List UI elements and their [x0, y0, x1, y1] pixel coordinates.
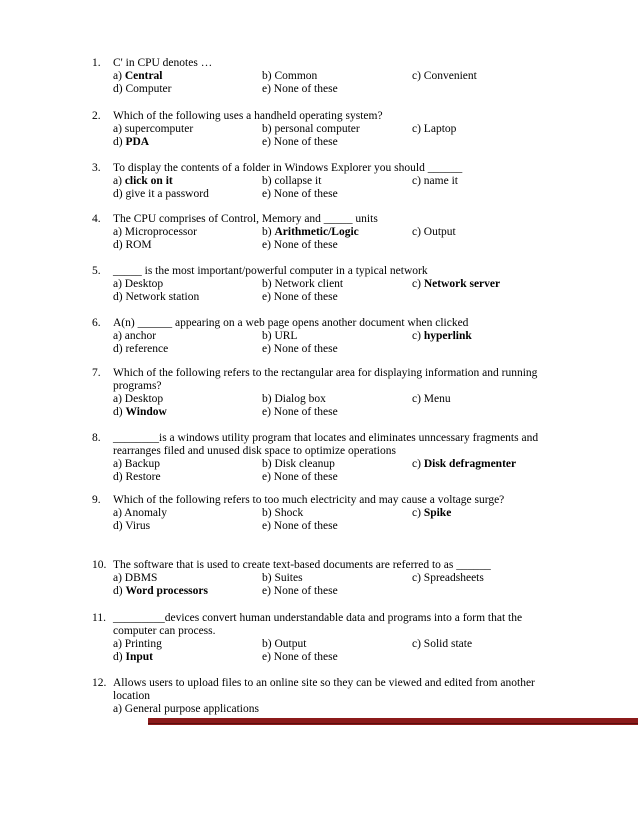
- answer-option: d) Input: [113, 651, 153, 663]
- question-number: 8.: [92, 432, 101, 444]
- options-row: [113, 471, 552, 484]
- answer-option: e) None of these: [262, 136, 338, 148]
- question-3: [92, 162, 552, 201]
- answer-option: a) click on it: [113, 175, 173, 187]
- question-number: 12.: [92, 677, 107, 689]
- question-10: [92, 559, 552, 598]
- answer-option: b) Output: [262, 638, 307, 650]
- options-row: [113, 330, 552, 343]
- question-2: [92, 110, 552, 149]
- options-row: [113, 507, 552, 520]
- question-text: Allows users to upload files to an online site so they can be viewed and edited from another location: [113, 677, 535, 702]
- correct-answer: Input: [125, 651, 153, 663]
- answer-option: c) Laptop: [412, 123, 457, 135]
- answer-option: e) None of these: [262, 239, 338, 251]
- answer-option: a) Microprocessor: [113, 226, 197, 238]
- question-text: To display the contents of a folder in Windows Explorer you should ______: [113, 162, 463, 174]
- question-text: _____ is the most important/powerful computer in a typical network: [113, 265, 428, 277]
- answer-option: e) None of these: [262, 471, 338, 483]
- question-number: 6.: [92, 317, 101, 329]
- question-number: 5.: [92, 265, 101, 277]
- question-number: 2.: [92, 110, 101, 122]
- answer-option: a) supercomputer: [113, 123, 194, 135]
- question-8: [92, 432, 552, 484]
- options-row: [113, 572, 552, 585]
- question-7: [92, 367, 552, 419]
- answer-option: b) Network client: [262, 278, 344, 290]
- answer-option: e) None of these: [262, 406, 338, 418]
- correct-answer: Central: [124, 70, 163, 82]
- answer-option: c) Solid state: [412, 638, 473, 650]
- answer-option: b) Suites: [262, 572, 303, 584]
- answer-option: d) Network station: [113, 291, 200, 303]
- options-row: [113, 393, 552, 406]
- correct-answer: PDA: [125, 136, 150, 148]
- options-row: [113, 343, 552, 356]
- answer-option: d) Window: [113, 406, 167, 418]
- question-number: 3.: [92, 162, 101, 174]
- answer-option: a) Desktop: [113, 393, 164, 405]
- answer-option: d) Restore: [113, 471, 161, 483]
- options-row: [113, 638, 552, 651]
- answer-option: e) None of these: [262, 520, 338, 532]
- answer-option: d) PDA: [113, 136, 150, 148]
- answer-option: c) hyperlink: [412, 330, 472, 342]
- question-text: The software that is used to create text-based documents are referred to as ______: [113, 559, 491, 571]
- options-row: [113, 291, 552, 304]
- answer-option: c) Menu: [412, 393, 451, 405]
- answer-option: b) Arithmetic/Logic: [262, 226, 359, 238]
- answer-option: c) name it: [412, 175, 458, 187]
- question-text: _________devices convert human understandable data and programs into a form that the computer can process.: [113, 612, 523, 637]
- question-12: [92, 677, 552, 716]
- answer-option: c) Output: [412, 226, 456, 238]
- answer-option: a) Desktop: [113, 278, 164, 290]
- question-number: 9.: [92, 494, 101, 506]
- question-5: [92, 265, 552, 304]
- options-row: [113, 226, 552, 239]
- options-row: [113, 520, 552, 533]
- correct-answer: Arithmetic/Logic: [274, 226, 359, 238]
- answer-option: c) Network server: [412, 278, 501, 290]
- question-1: [92, 57, 552, 96]
- answer-option: e) None of these: [262, 291, 338, 303]
- answer-option: a) Backup: [113, 458, 160, 470]
- question-number: 1.: [92, 57, 101, 69]
- answer-option: e) None of these: [262, 188, 338, 200]
- options-row: [113, 703, 552, 716]
- question-number: 7.: [92, 367, 101, 379]
- question-text: C' in CPU denotes …: [113, 57, 213, 69]
- answer-option: a) DBMS: [113, 572, 158, 584]
- options-row: [113, 136, 552, 149]
- answer-option: b) Common: [262, 70, 318, 82]
- answer-option: d) ROM: [113, 239, 152, 251]
- question-text: Which of the following refers to the rectangular area for displaying information and running programs?: [113, 367, 538, 392]
- options-row: [113, 278, 552, 291]
- answer-option: b) personal computer: [262, 123, 360, 135]
- answer-option: e) None of these: [262, 651, 338, 663]
- correct-answer: hyperlink: [423, 330, 472, 342]
- correct-answer: Word processors: [125, 585, 208, 597]
- answer-option: c) Convenient: [412, 70, 477, 82]
- correct-answer: Disk defragmenter: [423, 458, 517, 470]
- correct-answer: Spike: [423, 507, 452, 519]
- answer-option: e) None of these: [262, 83, 338, 95]
- answer-option: e) None of these: [262, 585, 338, 597]
- answer-option: d) Virus: [113, 520, 151, 532]
- answer-option: d) give it a password: [113, 188, 209, 200]
- question-text: A(n) ______ appearing on a web page opens another document when clicked: [113, 317, 469, 329]
- question-4: [92, 213, 552, 252]
- options-row: [113, 239, 552, 252]
- answer-option: b) Dialog box: [262, 393, 326, 405]
- answer-option: b) collapse it: [262, 175, 322, 187]
- question-text: Which of the following uses a handheld operating system?: [113, 110, 383, 122]
- question-number: 10.: [92, 559, 107, 571]
- answer-option: b) URL: [262, 330, 298, 342]
- answer-option: a) anchor: [113, 330, 157, 342]
- options-row: [113, 70, 552, 83]
- answer-option: a) Anomaly: [113, 507, 167, 519]
- question-text: The CPU comprises of Control, Memory and _____ units: [113, 213, 378, 225]
- options-row: [113, 123, 552, 136]
- correct-answer: Network server: [423, 278, 501, 290]
- question-text: ________is a windows utility program that locates and eliminates unncessary fragments and rearranges filed and unused disk space to optimize operations: [113, 432, 539, 457]
- correct-answer: Window: [125, 406, 167, 418]
- options-row: [113, 651, 552, 664]
- answer-option: a) General purpose applications: [113, 703, 259, 715]
- question-6: [92, 317, 552, 356]
- answer-option: c) Disk defragmenter: [412, 458, 517, 470]
- answer-option: c) Spike: [412, 507, 452, 519]
- answer-option: a) Printing: [113, 638, 162, 650]
- question-number: 4.: [92, 213, 101, 225]
- question-11: [92, 612, 552, 664]
- options-row: [113, 585, 552, 598]
- options-row: [113, 175, 552, 188]
- answer-option: d) Word processors: [113, 585, 208, 597]
- question-number: 11.: [92, 612, 106, 624]
- answer-option: e) None of these: [262, 343, 338, 355]
- correct-answer: click on it: [124, 175, 173, 187]
- options-row: [113, 406, 552, 419]
- question-text: Which of the following refers to too much electricity and may cause a voltage surge?: [113, 494, 505, 506]
- answer-option: d) reference: [113, 343, 169, 355]
- footer-rule-thin: [148, 724, 638, 725]
- answer-option: a) Central: [113, 70, 163, 82]
- options-row: [113, 458, 552, 471]
- options-row: [113, 83, 552, 96]
- answer-option: b) Shock: [262, 507, 304, 519]
- question-9: [92, 494, 552, 533]
- answer-option: d) Computer: [113, 83, 172, 95]
- options-row: [113, 188, 552, 201]
- answer-option: c) Spreadsheets: [412, 572, 484, 584]
- answer-option: b) Disk cleanup: [262, 458, 335, 470]
